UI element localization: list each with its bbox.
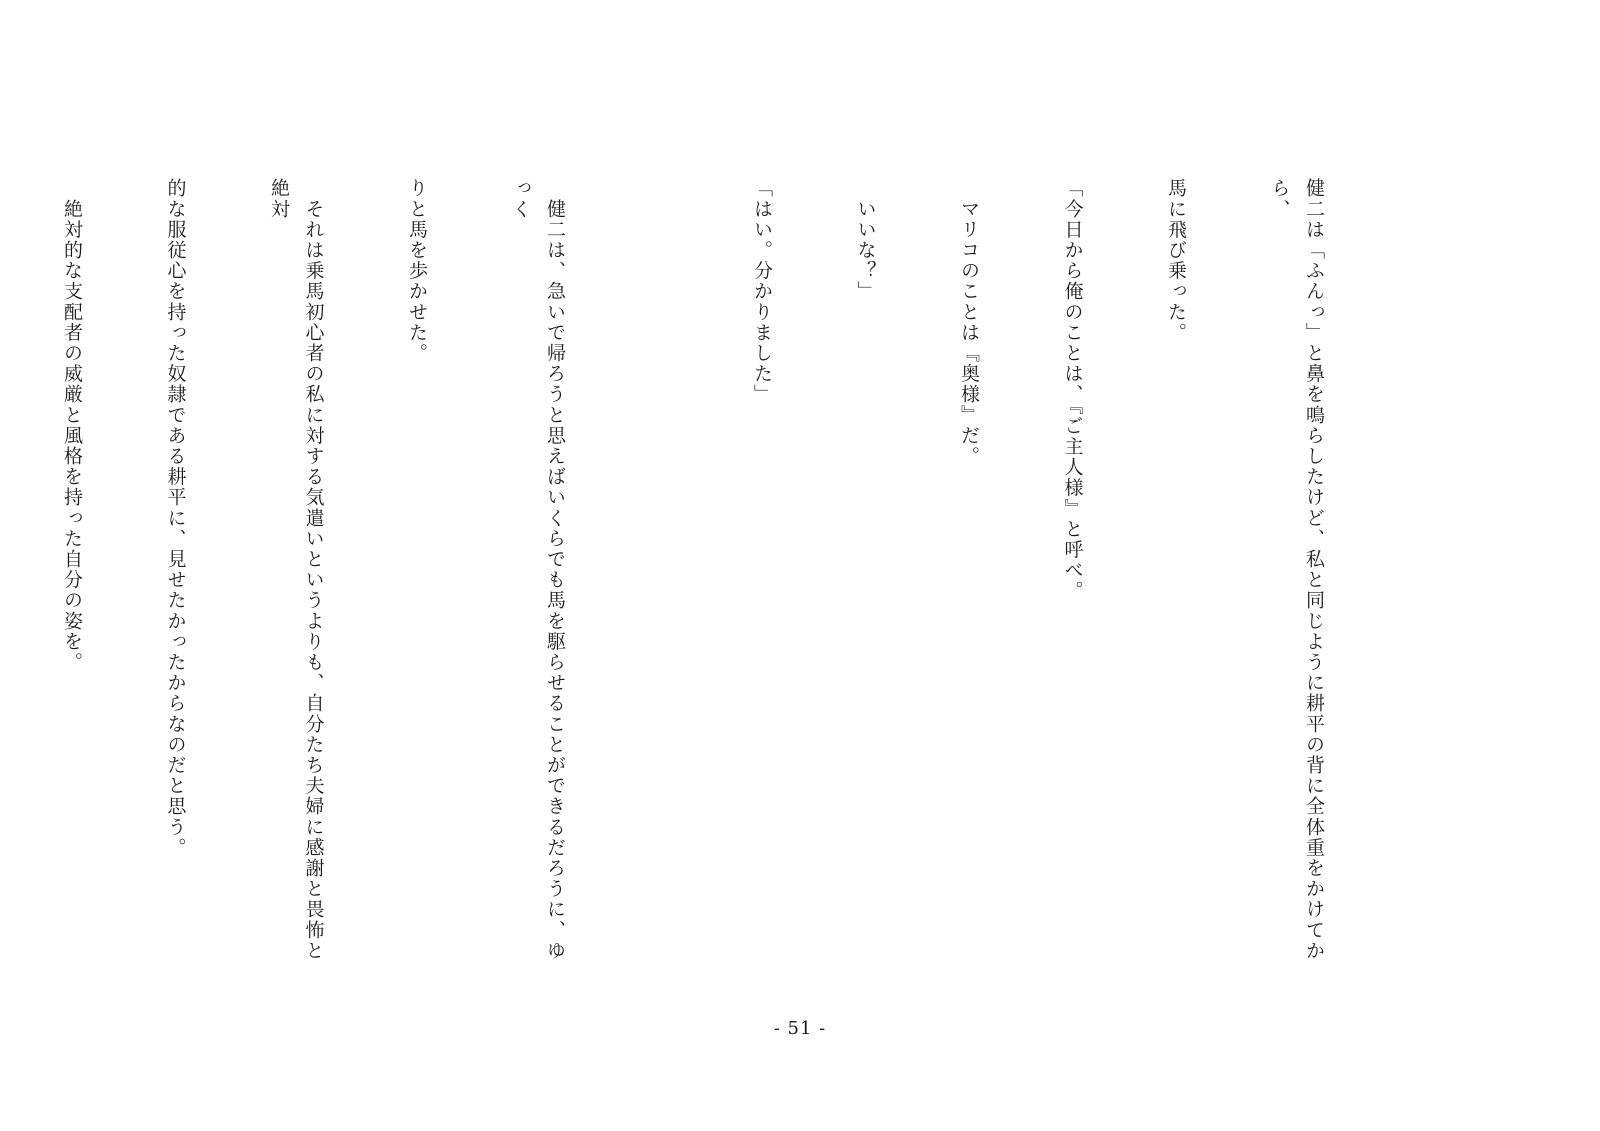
text-line: 的な服従心を持った奴隷である耕平に、見せたかったからなのだと思う。 <box>164 178 187 858</box>
dialogue-line: 「今日から俺のことは、『ご主人様』と呼べ。 <box>1061 178 1084 602</box>
text-line: 絶対的な支配者の威厳と風格を持った自分の姿を。 <box>61 178 83 673</box>
dialogue-line: マリコのことは『奥様』だ。 <box>958 178 980 467</box>
dialogue-line: 「はい。分かりました」 <box>751 178 773 405</box>
body-text <box>0 178 1400 978</box>
text-line: それは乗馬初心者の私に対する気遣いというよりも、自分たち夫婦に感謝と畏怖と絶対 <box>268 178 325 961</box>
text-line: 健二は「ふんっ」と鼻を鳴らしたけど、私と同じように耕平の背に全体重をかけてから、 <box>1268 178 1325 961</box>
text-line: りと馬を歩かせた。 <box>406 178 428 364</box>
text-line: 健二は、急いで帰ろうと思えばいくらでも馬を駆らせることができるだろうに、ゆっく <box>509 178 566 961</box>
text-line: 馬に飛び乗った。 <box>1165 178 1187 343</box>
blank-line <box>641 178 676 978</box>
dialogue-line: いいな？」 <box>854 178 877 302</box>
page-number: - 51 - <box>773 1018 827 1039</box>
